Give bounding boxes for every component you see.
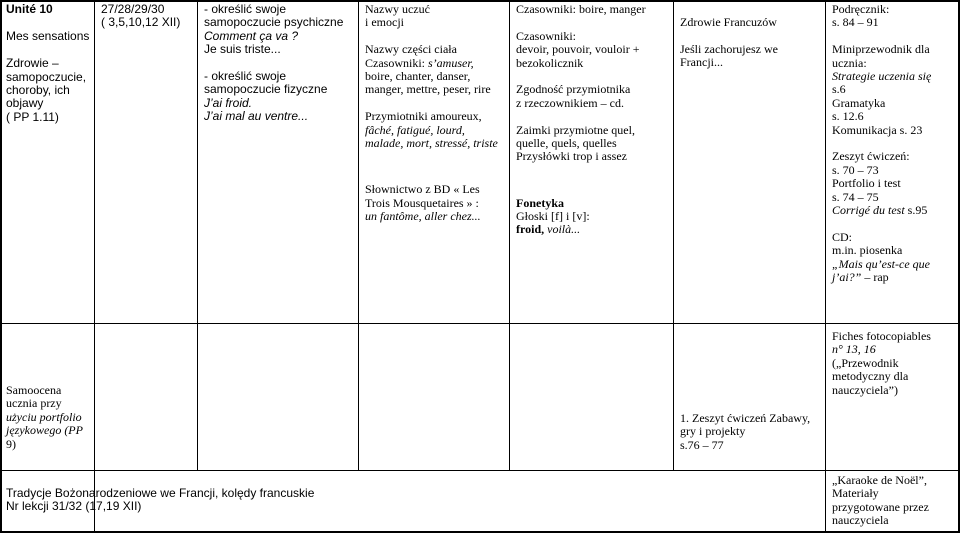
topic-line-2: samopoczucie,: [6, 69, 87, 84]
photocopiables-5: nauczyciela”): [832, 382, 898, 397]
vocab-verbs-italic: s’amuser,: [428, 55, 474, 70]
aims-cell: [204, 3, 343, 124]
row-divider-2: [0, 470, 960, 471]
materials-portfolio-pages: s. 74 – 75: [832, 189, 879, 204]
vocab-line-3: Nazwy części ciała: [365, 42, 457, 57]
materials-corrige: Corrigé du test: [832, 203, 908, 218]
col-divider-3: [358, 0, 359, 471]
col-divider-1: [94, 0, 95, 533]
photocopiables-4: metodyczny dla: [832, 369, 909, 384]
self-assessment-5: 9): [6, 436, 16, 451]
culture-line-1: Zdrowie Francuzów: [680, 15, 777, 29]
vocab-verbs-1: boire, chanter, danser,: [365, 69, 471, 84]
materials-song-title-1: „Mais qu’est-ce que: [832, 256, 930, 271]
phonetics-sounds: Głoski [f] i [v]:: [516, 209, 590, 224]
culture-line-2: Jeśli zachorujesz we: [680, 41, 778, 56]
vocab-adjectives-2: malade, mort, stressé, triste: [365, 136, 498, 151]
topic-line-3: choroby, ich: [6, 83, 70, 98]
phonetics-heading: Fonetyka: [516, 195, 564, 210]
grammar-agreement-1: Zgodność przymiotnika: [516, 82, 631, 97]
aim2-line-2: samopoczucie fizyczne: [204, 82, 328, 97]
grammar-agreement-2: z rzeczownikiem – cd.: [516, 95, 624, 110]
materials-strategies-page: s.6: [832, 82, 846, 97]
karaoke-1: „Karaoke de Noël”,: [832, 473, 927, 487]
games-line-3: s.76 – 77: [680, 437, 724, 452]
materials-workbook-pages: s. 70 – 73: [832, 162, 879, 177]
dates-cell: [101, 3, 180, 30]
materials-song-genre: – rap: [861, 270, 889, 285]
materials-workbook: Zeszyt ćwiczeń:: [832, 149, 910, 164]
vocab-line-1: Nazwy uczuć: [365, 2, 430, 16]
grammar-pronouns-1: Zaimki przymiotne quel,: [516, 122, 635, 137]
christmas-cell: [6, 487, 314, 514]
aim1-line-1: - określić swoje: [204, 2, 287, 16]
christmas-topic: Tradycje Bożonarodzeniowe we Francji, kolędy francuskie: [6, 486, 315, 500]
col-divider-6: [825, 0, 826, 533]
aim1-example-2: Je suis triste...: [204, 42, 281, 57]
vocab-bd-3: un fantôme, aller chez...: [365, 209, 481, 224]
lesson-dates: ( 3,5,10,12 XII): [101, 15, 181, 30]
vocab-bd-1: Słownictwo z BD « Les: [365, 182, 480, 197]
aim2-example-1: J’ai froid.: [204, 95, 253, 110]
culture-cell: [680, 16, 778, 70]
phonetics-example-1: froid,: [516, 222, 548, 237]
materials-grammar-page: s. 12.6: [832, 109, 864, 124]
materials-communication: Komunikacja s. 23: [832, 122, 923, 137]
self-assessment-4: językowego (PP: [6, 423, 83, 438]
materials-song: m.in. piosenka: [832, 243, 903, 258]
christmas-lessons: Nr lekcji 31/32 (17,19 XII): [6, 499, 142, 514]
col-divider-5: [673, 0, 674, 471]
vocab-line-2: i emocji: [365, 15, 404, 30]
materials-guide-1: Miniprzewodnik dla: [832, 42, 930, 57]
grammar-adverbs: Przysłówki trop i assez: [516, 149, 627, 164]
karaoke-4: nauczyciela: [832, 513, 889, 528]
materials-song-title-2: j’ai?”: [832, 270, 862, 285]
photocopiables-3: („Przewodnik: [832, 355, 899, 370]
col-divider-4: [509, 0, 510, 471]
photocopiables-cell: [832, 330, 931, 397]
grammar-line-3: devoir, pouvoir, vouloir +: [516, 42, 640, 57]
vocab-bd-2: Trois Mousquetaires » :: [365, 195, 479, 210]
photocopiables-1: Fiches fotocopiables: [832, 329, 931, 343]
materials-corrige-page: s.95: [907, 203, 928, 218]
grammar-pronouns-2: quelle, quels, quelles: [516, 136, 617, 151]
self-assessment-1: Samoocena: [6, 383, 62, 397]
unit-cell: [6, 3, 89, 124]
row-divider-1: [0, 323, 960, 324]
unit-title: Unité 10: [6, 2, 53, 16]
culture-line-3: Francji...: [680, 55, 723, 70]
grammar-cell: [516, 3, 646, 237]
vocab-adjectives: Przymiotniki amoureux,: [365, 109, 482, 124]
grammar-line-2: Czasowniki:: [516, 28, 576, 43]
vocab-verbs-2: manger, mettre, peser, rire: [365, 82, 491, 97]
games-line-2: gry i projekty: [680, 424, 746, 439]
unit-theme: Mes sensations: [6, 29, 90, 44]
lesson-numbers: 27/28/29/30: [101, 2, 165, 16]
materials-cd: CD:: [832, 229, 853, 244]
games-line-1: 1. Zeszyt ćwiczeń Zabawy,: [680, 411, 811, 425]
materials-cell: [832, 3, 931, 284]
karaoke-3: przygotowane przez: [832, 499, 929, 514]
games-cell: [680, 412, 810, 452]
vocab-verbs-label: Czasowniki:: [365, 55, 428, 70]
topic-line-5: ( PP 1.11): [6, 109, 59, 124]
self-assessment-2: ucznia przy: [6, 396, 62, 411]
aim2-example-2: J’ai mal au ventre...: [204, 109, 309, 124]
vocab-adjectives-1: fâché, fatigué, lourd,: [365, 122, 465, 137]
aim2-line-1: - określić swoje: [204, 69, 287, 84]
karaoke-2: Materiały: [832, 486, 879, 501]
photocopiables-2: n° 13, 16: [832, 342, 876, 357]
materials-strategies: Strategie uczenia się: [832, 69, 932, 84]
col-divider-2: [197, 0, 198, 471]
aim1-example-1: Comment ça va ?: [204, 28, 299, 43]
self-assessment-cell: [6, 384, 83, 451]
phonetics-example-2: voilà...: [547, 222, 581, 237]
topic-line-4: objawy: [6, 96, 44, 111]
karaoke-cell: [832, 474, 929, 528]
grammar-line-4: bezokolicznik: [516, 55, 584, 70]
vocabulary-cell: [365, 3, 498, 223]
materials-textbook: Podręcznik:: [832, 2, 890, 16]
materials-pages: s. 84 – 91: [832, 15, 879, 30]
materials-portfolio: Portfolio i test: [832, 176, 901, 191]
col-divider-0: [0, 0, 2, 533]
materials-guide-2: ucznia:: [832, 55, 867, 70]
aim1-line-2: samopoczucie psychiczne: [204, 15, 344, 30]
topic-line-1: Zdrowie –: [6, 56, 59, 71]
grammar-line-1: Czasowniki: boire, manger: [516, 2, 646, 16]
self-assessment-3: użyciu portfolio: [6, 409, 82, 424]
materials-grammar: Gramatyka: [832, 95, 886, 110]
